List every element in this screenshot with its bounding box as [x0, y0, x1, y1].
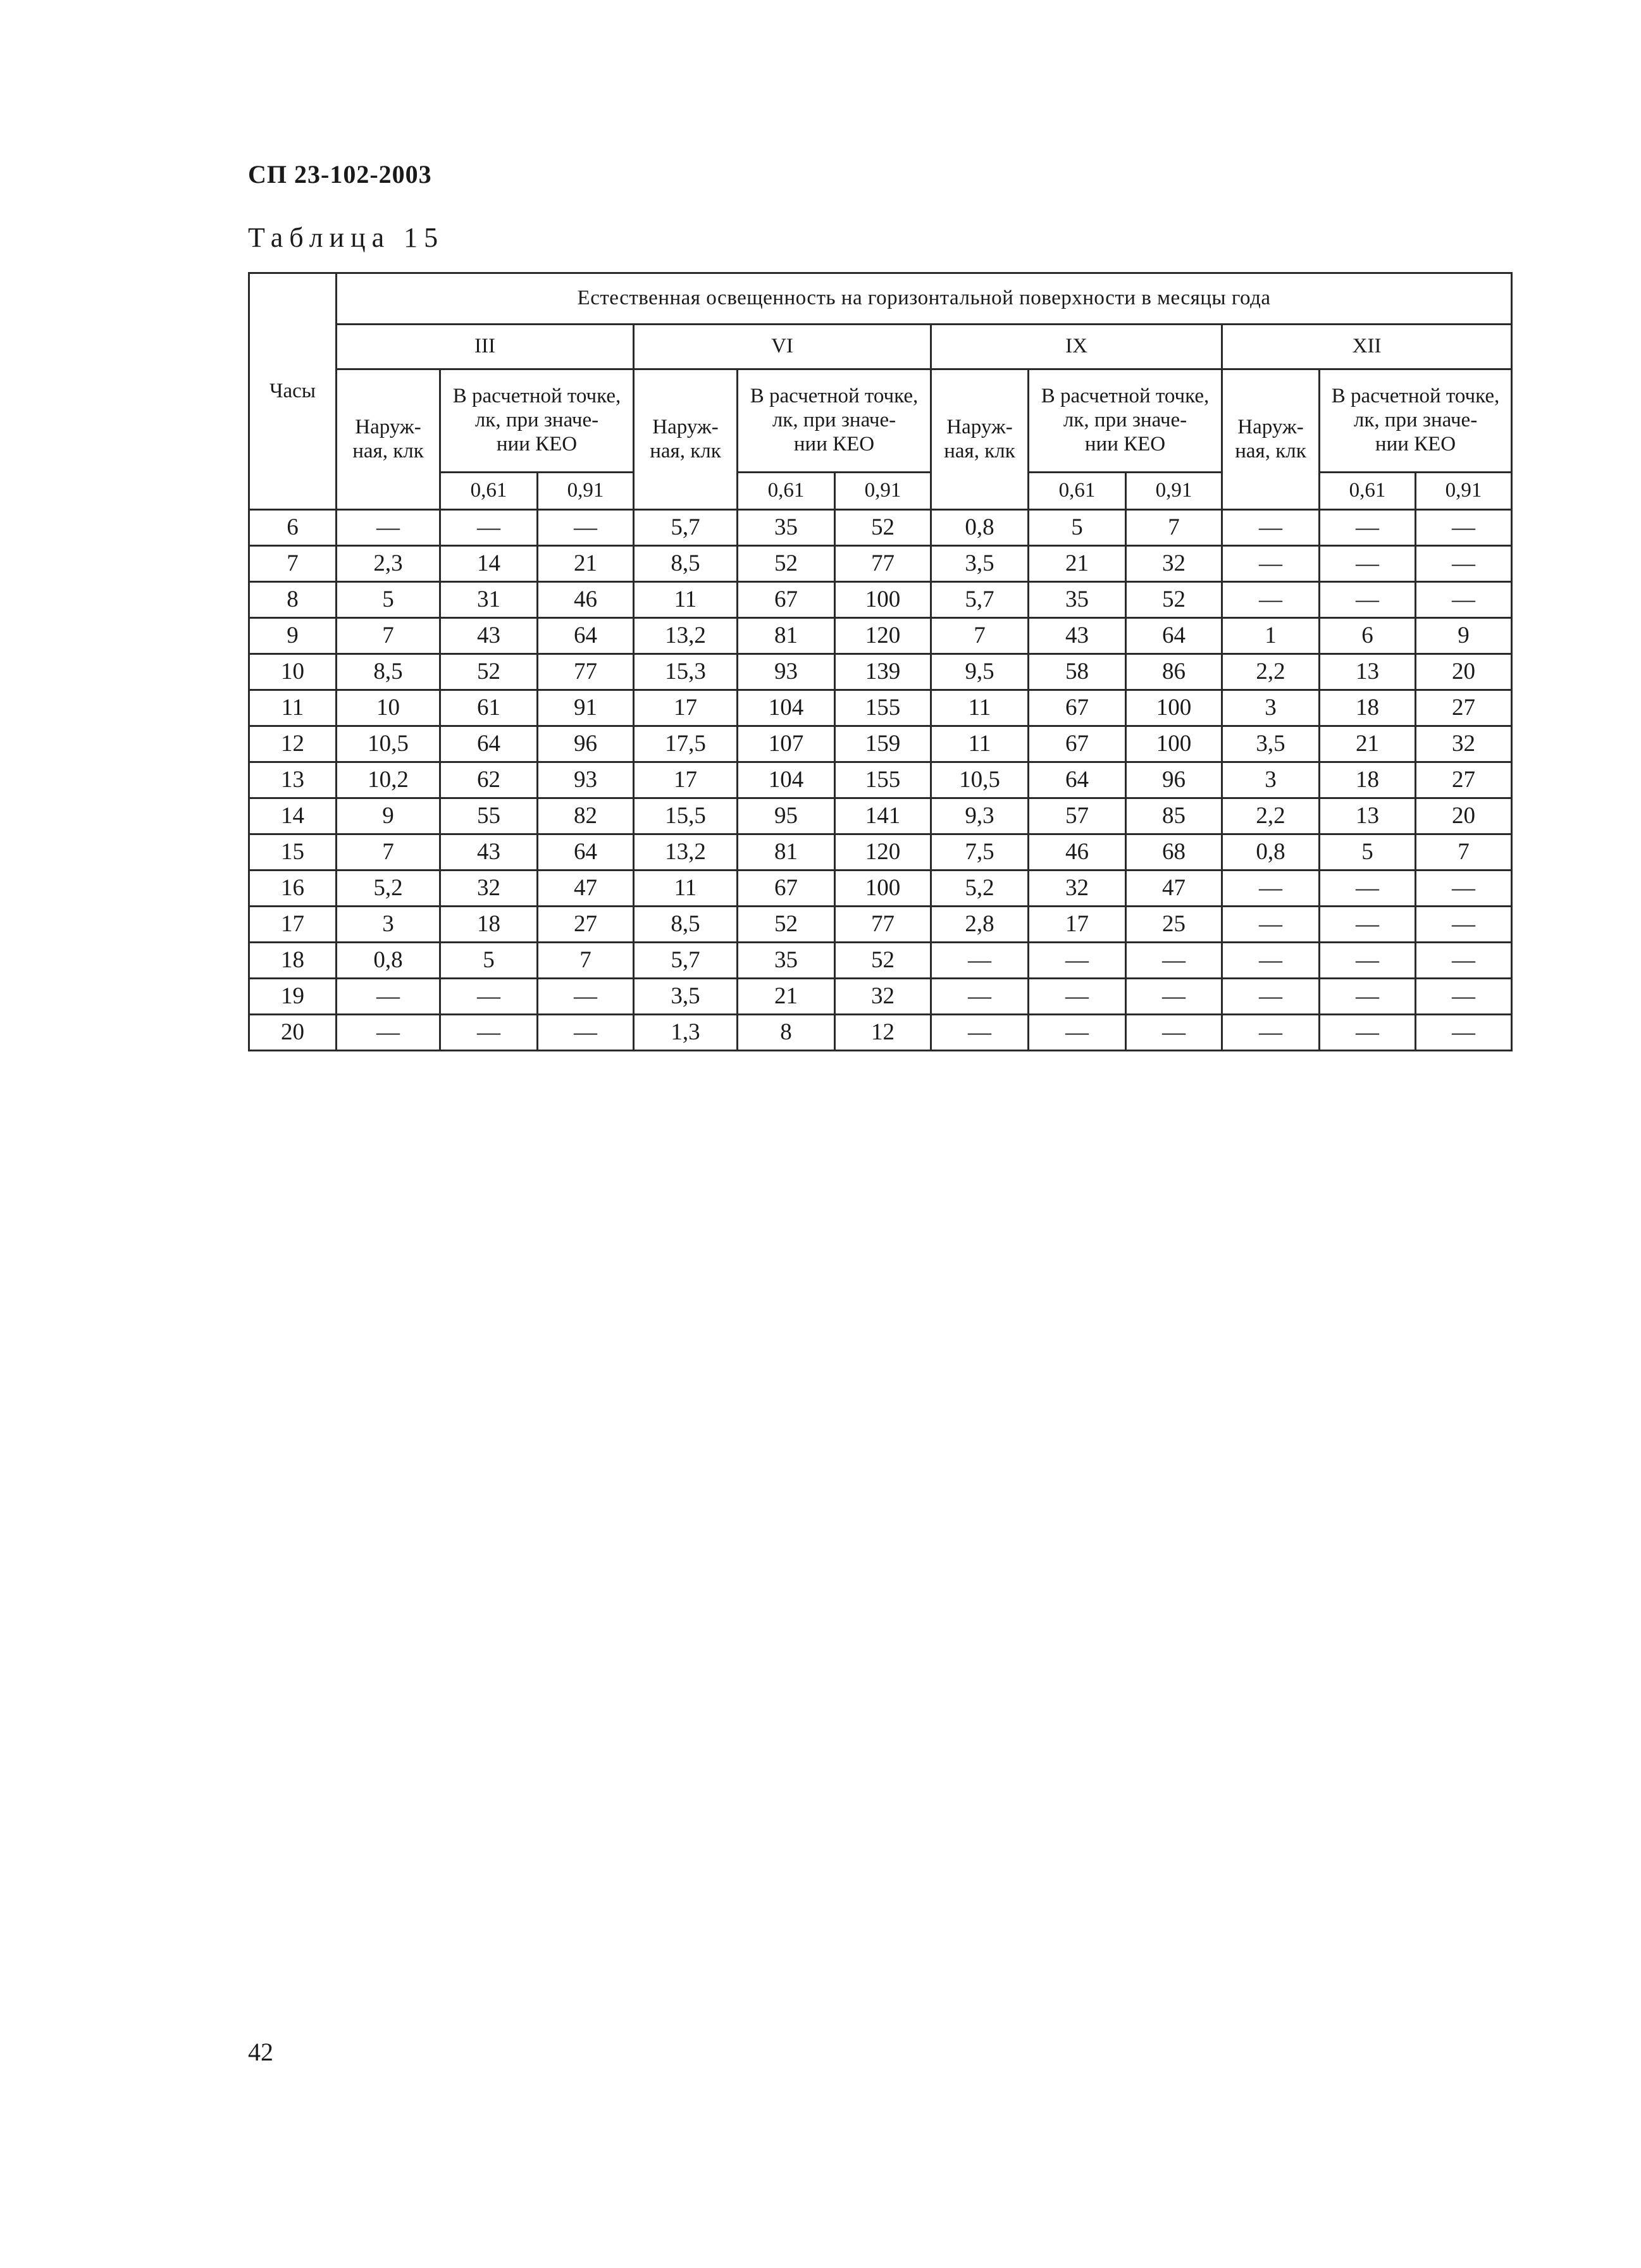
table-cell: 7 — [538, 943, 634, 979]
table-cell: 141 — [835, 798, 931, 834]
table-cell: 93 — [738, 654, 835, 690]
table-cell: 35 — [738, 510, 835, 546]
table-cell: 9 — [1416, 618, 1512, 654]
table-cell: 9,5 — [931, 654, 1029, 690]
table-cell: 17 — [634, 762, 738, 798]
table-cell: 7 — [337, 618, 440, 654]
table-cell: 32 — [1029, 871, 1126, 907]
keo-value-header: 0,61 — [440, 473, 538, 510]
table-cell: 46 — [1029, 834, 1126, 871]
table-cell: — — [1126, 979, 1222, 1015]
keo-value-header: 0,91 — [835, 473, 931, 510]
outdoor-header: Наруж- ная, клк — [1222, 369, 1320, 510]
table-cell: 55 — [440, 798, 538, 834]
keo-value-header: 0,61 — [738, 473, 835, 510]
table-cell: 8,5 — [634, 907, 738, 943]
table-cell: 64 — [1029, 762, 1126, 798]
table-cell: — — [931, 979, 1029, 1015]
table-cell: — — [1222, 510, 1320, 546]
table-cell: 100 — [1126, 690, 1222, 726]
table-cell: 67 — [1029, 690, 1126, 726]
month-header: XII — [1222, 325, 1512, 369]
table-cell: — — [1416, 979, 1512, 1015]
table-cell: 52 — [738, 907, 835, 943]
keo-value-header: 0,91 — [1126, 473, 1222, 510]
table-cell: — — [1416, 546, 1512, 582]
table-cell: 15,3 — [634, 654, 738, 690]
table-cell: 7 — [1416, 834, 1512, 871]
keo-value-header: 0,61 — [1320, 473, 1416, 510]
document-code: СП 23-102-2003 — [248, 160, 432, 189]
table-cell: 10,5 — [337, 726, 440, 762]
table-cell: 5,7 — [634, 510, 738, 546]
table-cell: — — [1320, 979, 1416, 1015]
table-cell: — — [538, 510, 634, 546]
hour-cell: 12 — [249, 726, 337, 762]
table-cell: 5 — [440, 943, 538, 979]
table-cell: — — [1126, 943, 1222, 979]
table-cell: 7,5 — [931, 834, 1029, 871]
table-cell: 11 — [931, 690, 1029, 726]
table-cell: 68 — [1126, 834, 1222, 871]
table-cell: 25 — [1126, 907, 1222, 943]
table-row — [249, 907, 1512, 943]
table-cell: 120 — [835, 834, 931, 871]
table-cell: — — [1416, 871, 1512, 907]
table-row — [249, 546, 1512, 582]
table-cell: 3 — [1222, 762, 1320, 798]
table-cell: 100 — [1126, 726, 1222, 762]
table-row — [249, 654, 1512, 690]
table-cell: 10,5 — [931, 762, 1029, 798]
table-cell: 14 — [440, 546, 538, 582]
table-cell: 120 — [835, 618, 931, 654]
table-cell: 64 — [1126, 618, 1222, 654]
table-cell: 12 — [835, 1015, 931, 1051]
table-cell: 2,2 — [1222, 798, 1320, 834]
table-cell: 82 — [538, 798, 634, 834]
table-cell: 21 — [1029, 546, 1126, 582]
table-cell: 64 — [440, 726, 538, 762]
keo-value-header: 0,91 — [1416, 473, 1512, 510]
table-cell: — — [1320, 510, 1416, 546]
table-cell: — — [440, 979, 538, 1015]
table-row — [249, 618, 1512, 654]
month-header: III — [337, 325, 634, 369]
table-cell: 67 — [738, 871, 835, 907]
table-cell: 81 — [738, 834, 835, 871]
table-cell: — — [1222, 907, 1320, 943]
table-cell: 86 — [1126, 654, 1222, 690]
table-cell: 64 — [538, 618, 634, 654]
table-cell: 5 — [1029, 510, 1126, 546]
table-cell: 5,7 — [931, 582, 1029, 618]
table-cell: 155 — [835, 690, 931, 726]
table-cell: — — [337, 979, 440, 1015]
table-cell: 46 — [538, 582, 634, 618]
table-cell: 1 — [1222, 618, 1320, 654]
table-cell: 5,7 — [634, 943, 738, 979]
table-row — [249, 582, 1512, 618]
calc-point-header: В расчетной точке, лк, при значе- нии КЕО — [1320, 369, 1512, 473]
table-cell: 96 — [538, 726, 634, 762]
table-cell: 0,8 — [337, 943, 440, 979]
table-row — [249, 871, 1512, 907]
table-cell: 18 — [1320, 762, 1416, 798]
table-cell: — — [1320, 546, 1416, 582]
table-cell: 52 — [440, 654, 538, 690]
table-cell: 9 — [337, 798, 440, 834]
table-cell: — — [1320, 871, 1416, 907]
table-cell: 104 — [738, 762, 835, 798]
table-cell: 8,5 — [634, 546, 738, 582]
month-header: IX — [931, 325, 1222, 369]
table-cell: 43 — [440, 834, 538, 871]
table-cell: 52 — [835, 943, 931, 979]
table-cell: — — [440, 510, 538, 546]
table-cell: — — [1320, 1015, 1416, 1051]
calc-point-header: В расчетной точке, лк, при значе- нии КЕО — [440, 369, 634, 473]
table-cell: — — [931, 943, 1029, 979]
table-cell: — — [538, 979, 634, 1015]
table-cell: 27 — [1416, 690, 1512, 726]
table-cell: 67 — [1029, 726, 1126, 762]
table-cell: 11 — [634, 871, 738, 907]
table-cell: 21 — [1320, 726, 1416, 762]
table-cell: 32 — [1126, 546, 1222, 582]
table-cell: — — [440, 1015, 538, 1051]
table-cell: 5,2 — [337, 871, 440, 907]
table-cell: 77 — [835, 907, 931, 943]
table-cell: 0,8 — [1222, 834, 1320, 871]
table-cell: 27 — [538, 907, 634, 943]
table-cell: 2,3 — [337, 546, 440, 582]
calc-point-header: В расчетной точке, лк, при значе- нии КЕО — [1029, 369, 1222, 473]
table-cell: 31 — [440, 582, 538, 618]
table-cell: 35 — [738, 943, 835, 979]
table-cell: 3,5 — [634, 979, 738, 1015]
table-cell: — — [1222, 871, 1320, 907]
hour-cell: 8 — [249, 582, 337, 618]
table-cell: 52 — [835, 510, 931, 546]
table-cell: 11 — [931, 726, 1029, 762]
table-cell: — — [1416, 943, 1512, 979]
hour-cell: 10 — [249, 654, 337, 690]
outdoor-header: Наруж- ная, клк — [337, 369, 440, 510]
table-cell: — — [1416, 907, 1512, 943]
table-cell: 96 — [1126, 762, 1222, 798]
illuminance-table — [248, 272, 1513, 1051]
table-cell: — — [1320, 907, 1416, 943]
table-cell: 13 — [1320, 654, 1416, 690]
table-row — [249, 834, 1512, 871]
table-cell: 3,5 — [931, 546, 1029, 582]
page-number: 42 — [248, 2038, 273, 2066]
table-cell: 7 — [1126, 510, 1222, 546]
table-cell: 0,8 — [931, 510, 1029, 546]
table-cell: — — [1416, 582, 1512, 618]
table-cell: 9,3 — [931, 798, 1029, 834]
table-cell: — — [337, 510, 440, 546]
table-cell: 95 — [738, 798, 835, 834]
table-cell: — — [1320, 582, 1416, 618]
table-cell: 61 — [440, 690, 538, 726]
table-cell: 104 — [738, 690, 835, 726]
table-cell: 32 — [835, 979, 931, 1015]
table-cell: 18 — [440, 907, 538, 943]
table-cell: 3 — [1222, 690, 1320, 726]
table-cell: 2,8 — [931, 907, 1029, 943]
table-cell: 5 — [1320, 834, 1416, 871]
table-row — [249, 1015, 1512, 1051]
table-cell: 93 — [538, 762, 634, 798]
table-cell: 17 — [1029, 907, 1126, 943]
table-cell: 35 — [1029, 582, 1126, 618]
table-cell: — — [1416, 1015, 1512, 1051]
table-cell: — — [538, 1015, 634, 1051]
table-cell: 107 — [738, 726, 835, 762]
table-cell: 47 — [538, 871, 634, 907]
table-cell: 13 — [1320, 798, 1416, 834]
table-cell: 155 — [835, 762, 931, 798]
table-cell: 20 — [1416, 798, 1512, 834]
table-cell: — — [1222, 1015, 1320, 1051]
table-cell: — — [1222, 943, 1320, 979]
table-cell: 21 — [538, 546, 634, 582]
table-cell: 18 — [1320, 690, 1416, 726]
table-cell: 100 — [835, 871, 931, 907]
hour-cell: 17 — [249, 907, 337, 943]
table-row — [249, 979, 1512, 1015]
table-cell: — — [1126, 1015, 1222, 1051]
table-cell: 8,5 — [337, 654, 440, 690]
table-cell: 77 — [835, 546, 931, 582]
table-cell: — — [1029, 1015, 1126, 1051]
main-header: Естественная освещенность на горизонтальной поверхности в месяцы года — [337, 273, 1512, 325]
table-cell: 81 — [738, 618, 835, 654]
table-cell: 2,2 — [1222, 654, 1320, 690]
hour-cell: 9 — [249, 618, 337, 654]
table-cell: — — [1320, 943, 1416, 979]
table-row — [249, 726, 1512, 762]
table-cell: 17 — [634, 690, 738, 726]
table-cell: 43 — [1029, 618, 1126, 654]
hour-cell: 18 — [249, 943, 337, 979]
table-row — [249, 510, 1512, 546]
table-cell: 32 — [440, 871, 538, 907]
table-cell: 159 — [835, 726, 931, 762]
calc-point-header: В расчетной точке, лк, при значе- нии КЕО — [738, 369, 931, 473]
table-cell: 15,5 — [634, 798, 738, 834]
table-row — [249, 798, 1512, 834]
table-cell: 62 — [440, 762, 538, 798]
table-row — [249, 690, 1512, 726]
table-cell: 17,5 — [634, 726, 738, 762]
hours-header: Часы — [249, 273, 337, 510]
table-cell: — — [1222, 546, 1320, 582]
table-cell: 7 — [931, 618, 1029, 654]
hour-cell: 20 — [249, 1015, 337, 1051]
table-cell: — — [931, 1015, 1029, 1051]
table-cell: 57 — [1029, 798, 1126, 834]
table-cell: 58 — [1029, 654, 1126, 690]
hour-cell: 13 — [249, 762, 337, 798]
table-caption: Таблица 15 — [248, 222, 445, 253]
keo-value-header: 0,61 — [1029, 473, 1126, 510]
table-cell: — — [1029, 979, 1126, 1015]
hour-cell: 7 — [249, 546, 337, 582]
table-cell: 77 — [538, 654, 634, 690]
table-cell: 21 — [738, 979, 835, 1015]
hour-cell: 15 — [249, 834, 337, 871]
table-cell: 100 — [835, 582, 931, 618]
table-cell: 91 — [538, 690, 634, 726]
keo-value-header: 0,91 — [538, 473, 634, 510]
table-cell: 6 — [1320, 618, 1416, 654]
table-cell: 20 — [1416, 654, 1512, 690]
table-cell: 5,2 — [931, 871, 1029, 907]
table-cell: — — [337, 1015, 440, 1051]
hour-cell: 11 — [249, 690, 337, 726]
table-cell: 43 — [440, 618, 538, 654]
table-cell: 52 — [738, 546, 835, 582]
hour-cell: 6 — [249, 510, 337, 546]
table-cell: — — [1029, 943, 1126, 979]
table-cell: 5 — [337, 582, 440, 618]
table-cell: 7 — [337, 834, 440, 871]
hour-cell: 19 — [249, 979, 337, 1015]
table-cell: — — [1416, 510, 1512, 546]
table-cell: 10,2 — [337, 762, 440, 798]
table-cell: 47 — [1126, 871, 1222, 907]
table-cell: 67 — [738, 582, 835, 618]
hour-cell: 14 — [249, 798, 337, 834]
table-cell: 52 — [1126, 582, 1222, 618]
table-cell: 27 — [1416, 762, 1512, 798]
table-cell: 11 — [634, 582, 738, 618]
table-cell: 8 — [738, 1015, 835, 1051]
table-cell: — — [1222, 582, 1320, 618]
table-cell: — — [1222, 979, 1320, 1015]
table-cell: 3,5 — [1222, 726, 1320, 762]
table-cell: 3 — [337, 907, 440, 943]
month-header: VI — [634, 325, 931, 369]
table-cell: 13,2 — [634, 834, 738, 871]
outdoor-header: Наруж- ная, клк — [931, 369, 1029, 510]
table-cell: 32 — [1416, 726, 1512, 762]
hour-cell: 16 — [249, 871, 337, 907]
table-cell: 64 — [538, 834, 634, 871]
table-cell: 139 — [835, 654, 931, 690]
table-cell: 85 — [1126, 798, 1222, 834]
table-row — [249, 762, 1512, 798]
table-cell: 10 — [337, 690, 440, 726]
outdoor-header: Наруж- ная, клк — [634, 369, 738, 510]
table-row — [249, 943, 1512, 979]
table-cell: 1,3 — [634, 1015, 738, 1051]
table-cell: 13,2 — [634, 618, 738, 654]
